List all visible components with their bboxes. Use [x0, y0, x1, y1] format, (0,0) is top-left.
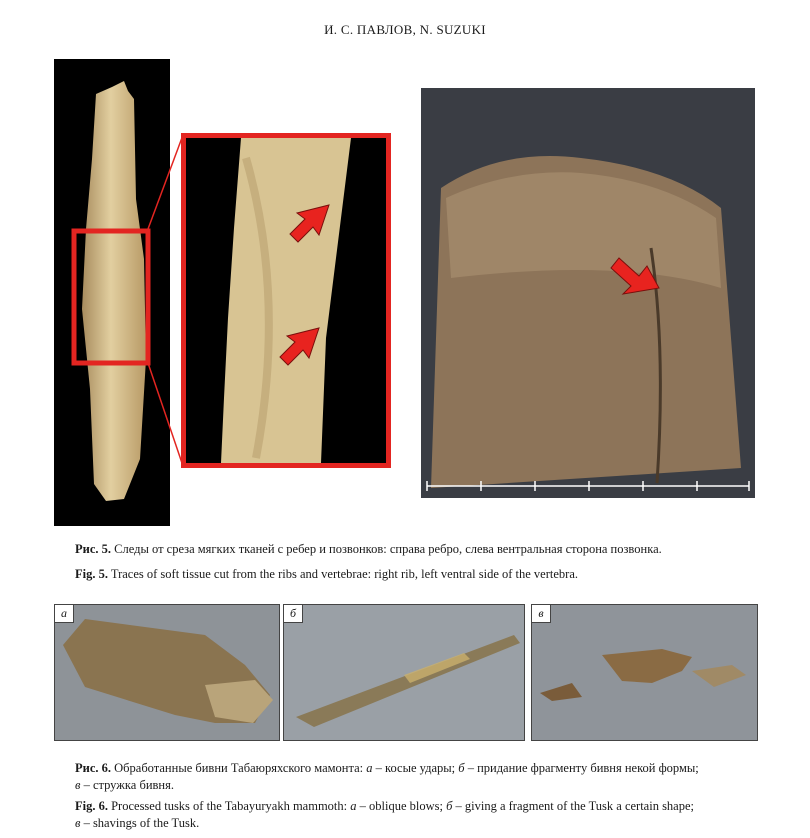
- zoom-detail-photo: [181, 133, 391, 468]
- vertebra-photo: [421, 88, 755, 498]
- fig6-caption-ru: Рис. 6. Обработанные бивни Табаюряхского мамонта: а – косые удары; б – придание фрагменту бивня некой формы; в – стружка бивня.: [75, 761, 699, 792]
- fig6-caption-en: Fig. 6. Processed tusks of the Tabayuryakh mammoth: а – oblique blows; б – giving a fragment of the Tusk a certain shape; в – shavings of the Tusk.: [75, 799, 695, 830]
- tusk-photo-a: [54, 604, 280, 741]
- running-header: И. С. ПАВЛОВ, N. SUZUKI: [324, 22, 486, 37]
- fig5-caption-en: Fig. 5. Traces of soft tissue cut from the ribs and vertebrae: right rib, left ventral side of the vertebra.: [75, 567, 578, 581]
- tusk-photo-v: [531, 604, 758, 741]
- tusk-photo-b: [283, 604, 525, 741]
- panel-label-a: а: [55, 605, 74, 623]
- fig5-caption-ru: Рис. 5. Следы от среза мягких тканей с ребер и позвонков: справа ребро, слева вентральная сторона позвонка.: [75, 542, 662, 556]
- panel-label-v: в: [532, 605, 551, 623]
- zoomed-bone-shape: [221, 138, 351, 463]
- panel-label-b: б: [284, 605, 303, 623]
